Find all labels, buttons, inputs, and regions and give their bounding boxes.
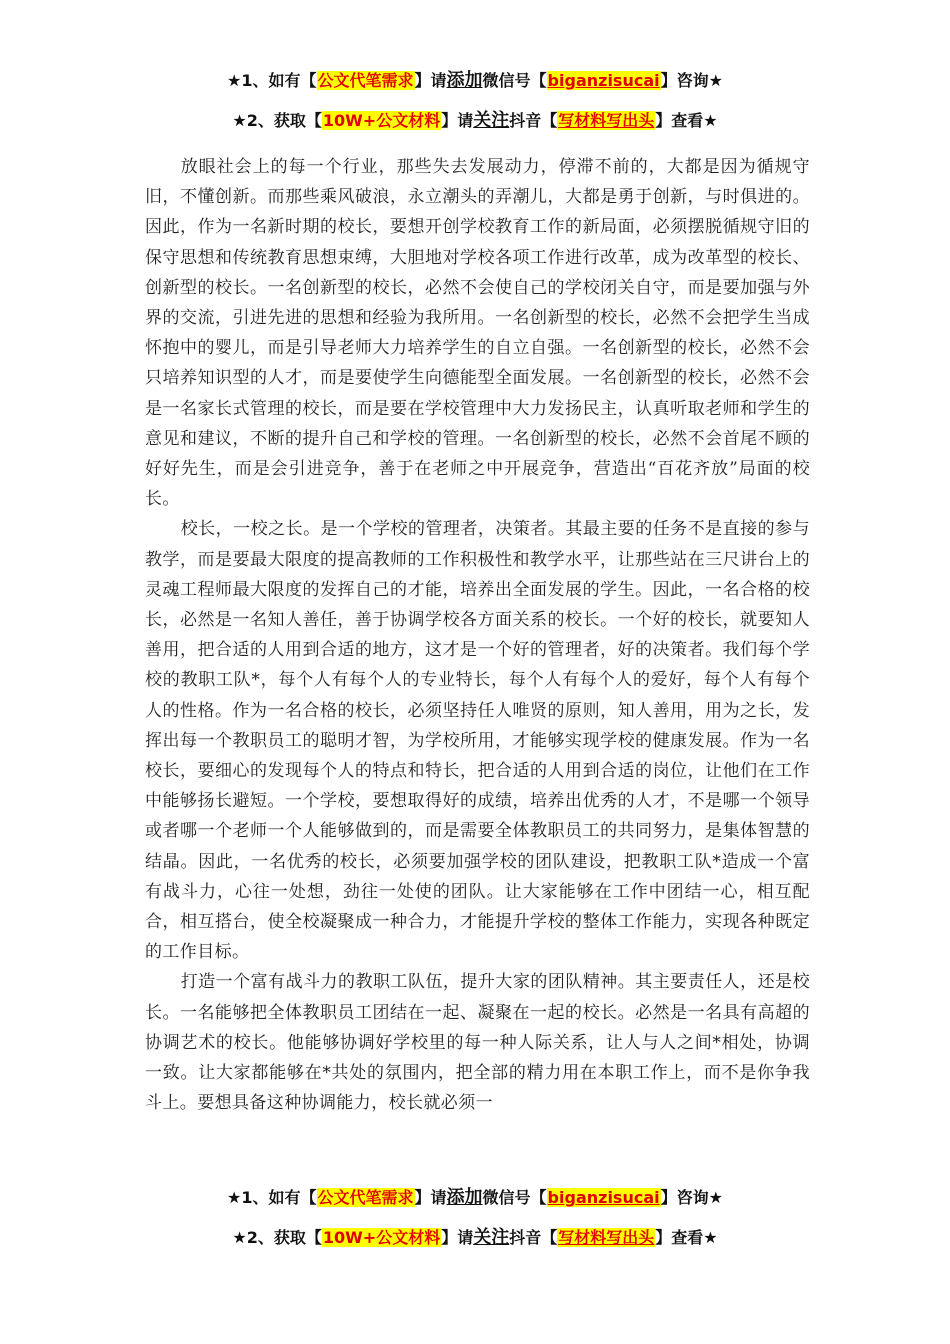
banner-mid: 】请: [441, 111, 474, 130]
banner-mid: 】请: [414, 1188, 447, 1207]
banner-emphasis: 关注: [473, 1227, 510, 1248]
banner-douyin-link[interactable]: 写材料写出头: [558, 1228, 655, 1247]
banner-mid: 】请: [414, 71, 447, 90]
body-paragraph: 校长，一校之长。是一个学校的管理者，决策者。其最主要的任务不是直接的参与教学，而是要最大限度的提高教师的工作积极性和教学水平，让那些站在三尺讲台上的灵魂工程师最大限度的发挥自己的才能，培养出全面发展的学生。因此，一名合格的校长，必然是一名知人善任，善于协调学校各方面关系的校长。一个好的校长，就要知人善用，把合适的人用到合适的地方，这才是一个好的管理者，好的决策者。我们每个学校的教职工队*，每个人有每个人的专业特长，每个人有每个人的爱好，每个人有每个人的性格。作为一名合格的校长，必须坚持任人唯贤的原则，知人善用，用为之长，发挥出每一个教职员工的聪明才智，为学校所用，才能够实现学校的健康发展。作为一名校长，要细心的发现每个人的特点和特长，把合适的人用到合适的岗位，让他们在工作中能够扬长避短。一个学校，要想取得好的成绩，培养出优秀的人才，不是哪一个领导或者哪一个老师一个人能够做到的，而是需要全体教职员工的共同努力，是集体智慧的结晶。因此，一名优秀的校长，必须要加强学校的团队建设，把教职工队*造成一个富有战斗力，心往一处想，劲往一处使的团队。让大家能够在工作中团结一心，相互配合，相互搭台，使全校凝聚成一种合力，才能提升学校的整体工作能力，实现各种既定的工作目标。: [145, 519, 810, 963]
banner-mid: 】请: [441, 1228, 474, 1247]
banner-prefix: ★1、如有【: [227, 71, 317, 90]
banner-suffix: 】查看★: [655, 1228, 718, 1247]
banner-top-line2: [0, 108, 950, 134]
banner-emphasis: 添加: [446, 1187, 483, 1208]
banner-wechat-link[interactable]: biganzisucai: [547, 71, 660, 90]
banner-emphasis: 关注: [473, 110, 510, 131]
banner-bottom-line1: [0, 1185, 950, 1211]
banner-emphasis: 添加: [446, 70, 483, 91]
banner-bottom-line2: [0, 1225, 950, 1251]
body-paragraph: 打造一个富有战斗力的教职工队伍，提升大家的团队精神。其主要责任人，还是校长。一名能够把全体教职员工团结在一起、凝聚在一起的校长。必然是一名具有高超的协调艺术的校长。他能够协调好学校里的每一种人际关系，让人与人之间*相处，协调一致。让大家都能够在*共处的氛围内，把全部的精力用在本职工作上，而不是你争我斗上。要想具备这种协调能力，校长就必须一: [145, 972, 810, 1114]
banner-suffix: 】查看★: [655, 111, 718, 130]
banner-suffix: 】咨询★: [660, 71, 723, 90]
banner-highlight: 公文代笔需求: [317, 71, 414, 90]
banner-top-line1: [0, 68, 950, 94]
banner-highlight: 10W+公文材料: [322, 1228, 441, 1247]
banner-suffix: 】咨询★: [660, 1188, 723, 1207]
banner-wechat-link[interactable]: biganzisucai: [547, 1188, 660, 1207]
body-paragraph: 放眼社会上的每一个行业，那些失去发展动力，停滞不前的，大都是因为循规守旧，不懂创新。而那些乘风破浪，永立潮头的弄潮儿，大都是勇于创新，与时俱进的。因此，作为一名新时期的校长，要想开创学校教育工作的新局面，必须摆脱循规守旧的保守思想和传统教育思想束缚，大胆地对学校各项工作进行改革，成为改革型的校长、创新型的校长。一名创新型的校长，必然不会使自己的学校闭关自守，而是要加强与外界的交流，引进先进的思想和经验为我所用。一名创新型的校长，必然不会把学生当成怀抱中的婴儿，而是引导老师大力培养学生的自立自强。一名创新型的校长，必然不会只培养知识型的人才，而是要使学生向德能型全面发展。一名创新型的校长，必然不会是一名家长式管理的校长，而是要在学校管理中大力发扬民主，认真听取老师和学生的意见和建议，不断的提升自己和学校的管理。一名创新型的校长，必然不会首尾不顾的好好先生，而是会引进竞争，善于在老师之中开展竞争，营造出“百花齐放”局面的校长。: [145, 157, 810, 510]
banner-mid: 微信号【: [482, 71, 547, 90]
document-body: [145, 152, 810, 1177]
banner-highlight: 公文代笔需求: [317, 1188, 414, 1207]
banner-mid: 抖音【: [509, 1228, 558, 1247]
banner-highlight: 10W+公文材料: [322, 111, 441, 130]
banner-douyin-link[interactable]: 写材料写出头: [558, 111, 655, 130]
banner-prefix: ★2、获取【: [232, 111, 322, 130]
banner-prefix: ★1、如有【: [227, 1188, 317, 1207]
banner-mid: 微信号【: [482, 1188, 547, 1207]
banner-mid: 抖音【: [509, 111, 558, 130]
banner-prefix: ★2、获取【: [232, 1228, 322, 1247]
